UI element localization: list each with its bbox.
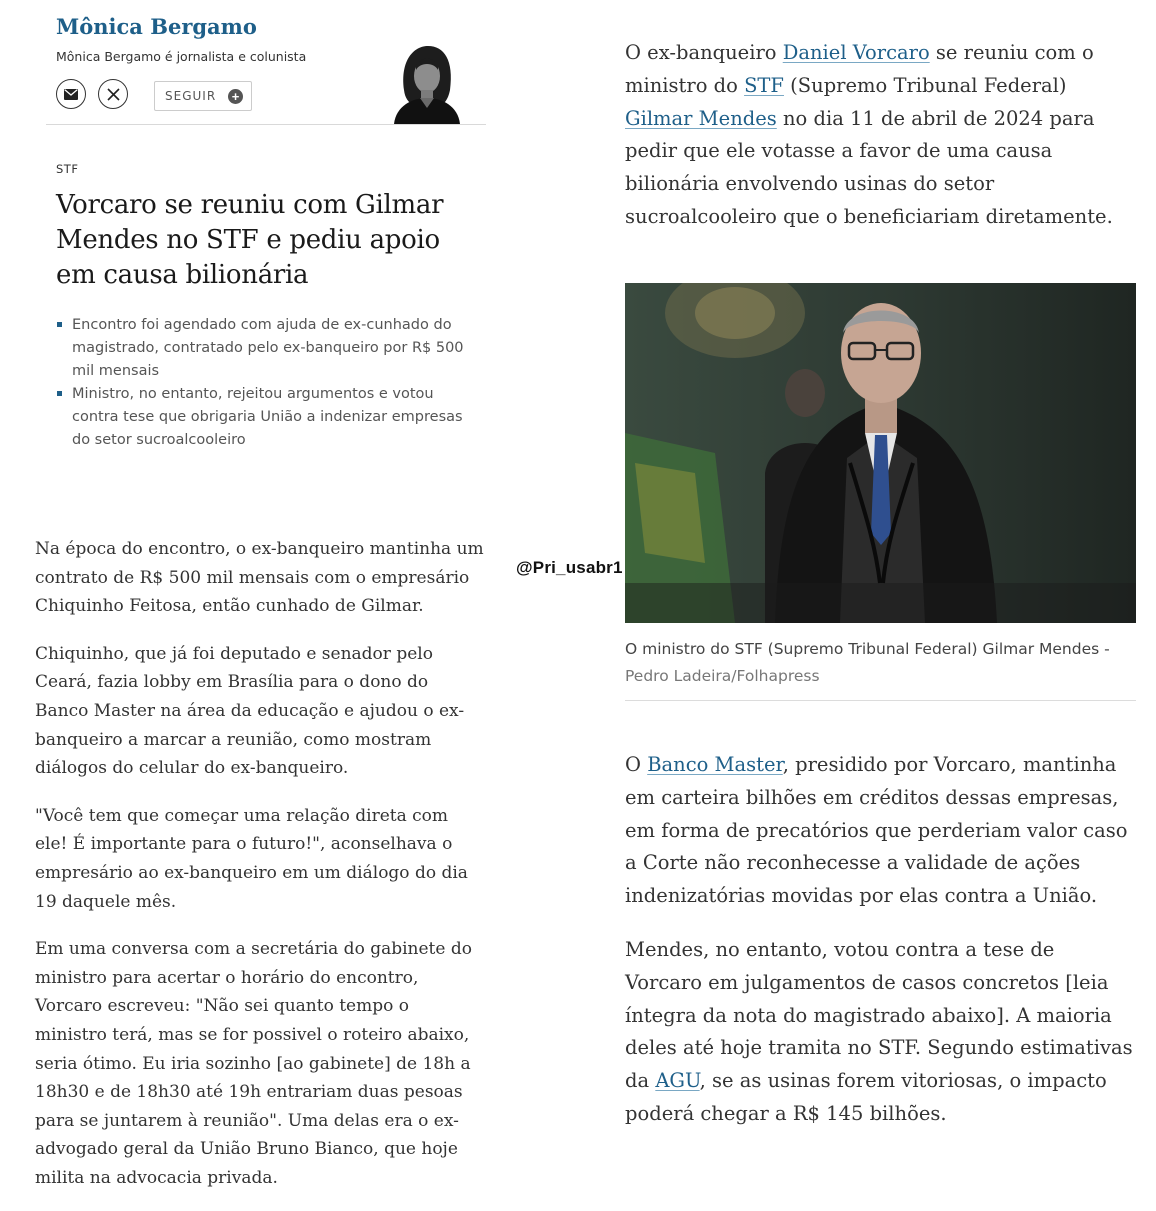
article-paragraph: Na época do encontro, o ex-banqueiro mantinha um contrato de R$ 500 mil mensais com o empresário Chiquinho Feitosa, então cunhado de Gilmar. [35,539,484,617]
section-tag[interactable]: STF [56,162,79,176]
bullet-icon [57,391,62,396]
article-headline: Vorcaro se reuniu com Gilmar Mendes no STF e pediu apoio em causa bilionária [56,190,444,290]
watermark-handle: @Pri_usabr1 [516,558,623,577]
follow-label: SEGUIR [165,89,217,103]
article-photo [625,283,1136,623]
columnist-header [46,6,486,125]
summary-item: Encontro foi agendado com ajuda de ex-cunhado do magistrado, contratado pelo ex-banqueiro por R$ 500 mil mensais [56,314,476,383]
mail-icon [64,89,78,100]
article-paragraph: Chiquinho, que já foi deputado e senador pelo Ceará, fazia lobby em Brasília para o dono do Banco Master na área da educação e ajudou o ex-banqueiro a marcar a reunião, como mostram diálogos do celular do ex-banqueiro. [35,643,465,779]
email-share-button[interactable] [56,79,86,109]
article-body-right-bottom [625,749,1135,1152]
article-body-right-top [625,37,1135,255]
link-stf[interactable]: STF [744,73,784,97]
article-paragraph: Em uma conversa com a secretária do gabinete do ministro para acertar o horário do encontro, Vorcaro escreveu: "Não sei quanto tempo o ministro terá, mas se for possivel o roteiro abaixo, seria ótimo. Eu iria sozinho [ao gabinete] de 18h a 18h30 e de 18h30 até 19h entrariam duas pesoas para se juntarem à reunião". Uma delas era o ex-advogado geral da União Bruno Bianco, que hoje milita na advocacia privada. [35,939,472,1188]
follow-button[interactable] [154,81,252,111]
article-paragraph: O ex-banqueiro Daniel Vorcaro se reuniu com o ministro do STF (Supremo Tribunal Federal) Gilmar Mendes no dia 11 de abril de 2024 para pedir que ele votasse a favor de uma causa bilionária envolvendo usinas do setor sucroalcooleiro que o beneficiariam diretamente. [625,41,1113,228]
link-agu[interactable]: AGU [655,1069,700,1093]
link-daniel-vorcaro[interactable]: Daniel Vorcaro [782,41,930,64]
photo-credit: Pedro Ladeira/Folhapress [625,667,820,685]
caption-text: O ministro do STF (Supremo Tribunal Federal) Gilmar Mendes - [625,640,1110,658]
article-paragraph: O Banco Master, presidido por Vorcaro, mantinha em carteira bilhões em créditos dessas empresas, em forma de precatórios que perderiam valor caso a Corte não reconhecesse a validade de ações indenizatórias movidas por elas contra a União. [625,753,1128,908]
link-banco-master[interactable]: Banco Master [647,753,783,776]
columnist-description: Mônica Bergamo é jornalista e colunista [56,49,307,64]
article-paragraph: Mendes, no entanto, votou contra a tese de Vorcaro em julgamentos de casos concretos [leia íntegra da nota do magistrado abaixo]. A maioria deles até hoje tramita no STF. Segundo estimativas da AGU, se as usinas forem vitoriosas, o impacto poderá chegar a R$ 145 bilhões. [625,937,1133,1125]
plus-icon: + [228,89,243,104]
x-share-button[interactable] [98,79,128,109]
bullet-icon [57,322,62,327]
article-paragraph: "Você tem que começar uma relação direta com ele! É importante para o futuro!", aconselhava o empresário ao ex-banqueiro em um diálogo do dia 19 daquele mês. [35,805,468,912]
article-summary-list [56,314,476,452]
article-body-left [35,535,485,1211]
x-logo-icon [107,88,120,101]
caption-divider [625,700,1136,701]
photo-caption [625,636,1135,690]
columnist-name[interactable]: Mônica Bergamo [56,14,257,39]
columnist-avatar [390,40,464,124]
link-gilmar-mendes[interactable]: Gilmar Mendes [625,106,777,130]
summary-item: Ministro, no entanto, rejeitou argumentos e votou contra tese que obrigaria União a indenizar empresas do setor sucroalcooleiro [56,383,476,452]
